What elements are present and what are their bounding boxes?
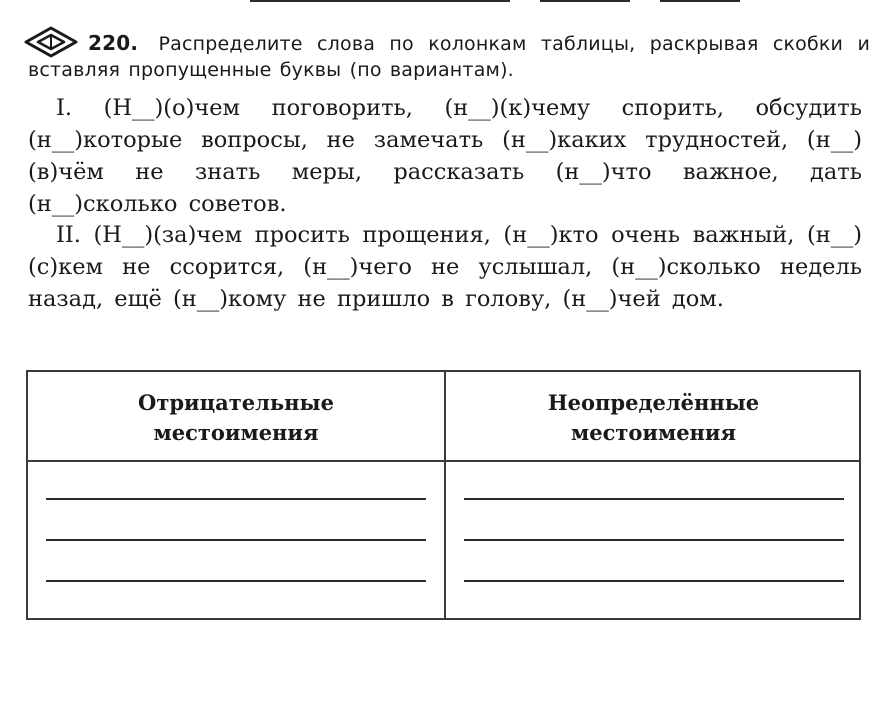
column-header-indefinite xyxy=(446,388,861,448)
answer-line-negative[interactable] xyxy=(46,539,426,541)
answer-line-indefinite[interactable] xyxy=(464,580,844,582)
column-header-indefinite-line1: Неопределённые xyxy=(547,390,760,415)
answer-line-indefinite[interactable] xyxy=(464,498,844,500)
column-header-negative xyxy=(28,388,444,448)
column-header-negative-line1: Отрицательные xyxy=(138,390,334,415)
pronoun-table xyxy=(26,370,861,620)
exercise-number: 220. xyxy=(88,31,139,55)
answer-line-negative[interactable] xyxy=(46,580,426,582)
table-header-divider xyxy=(28,460,859,462)
exercise-header xyxy=(28,30,870,83)
exercise-instruction: Распределите слова по колонкам таблицы, раскрывая скобки и вставляя пропущенные буквы (по вариантам). xyxy=(28,33,870,81)
variant-one-text: I. (Н__)(о)чем поговорить, (н__)(к)чему спорить, обсудить (н__)которые вопросы, не замечать (н__)каких трудностей, (н__)(в)чём не знать меры, рассказать (н__)что важное, дать (н__)сколько советов. xyxy=(28,95,862,217)
column-header-negative-line2: местоимения xyxy=(153,420,319,445)
answer-line-indefinite[interactable] xyxy=(464,539,844,541)
answer-line-negative[interactable] xyxy=(46,498,426,500)
variant-two-text: II. (Н__)(за)чем просить прощения, (н__)кто очень важный, (н__)(с)кем не ссорится, (н__)чего не услышал, (н__)сколько недель назад, ещё (н__)кому не пришло в голову, (н__)чей дом. xyxy=(28,222,862,312)
column-header-indefinite-line2: местоимения xyxy=(570,420,737,445)
previous-page-edge xyxy=(0,0,889,6)
